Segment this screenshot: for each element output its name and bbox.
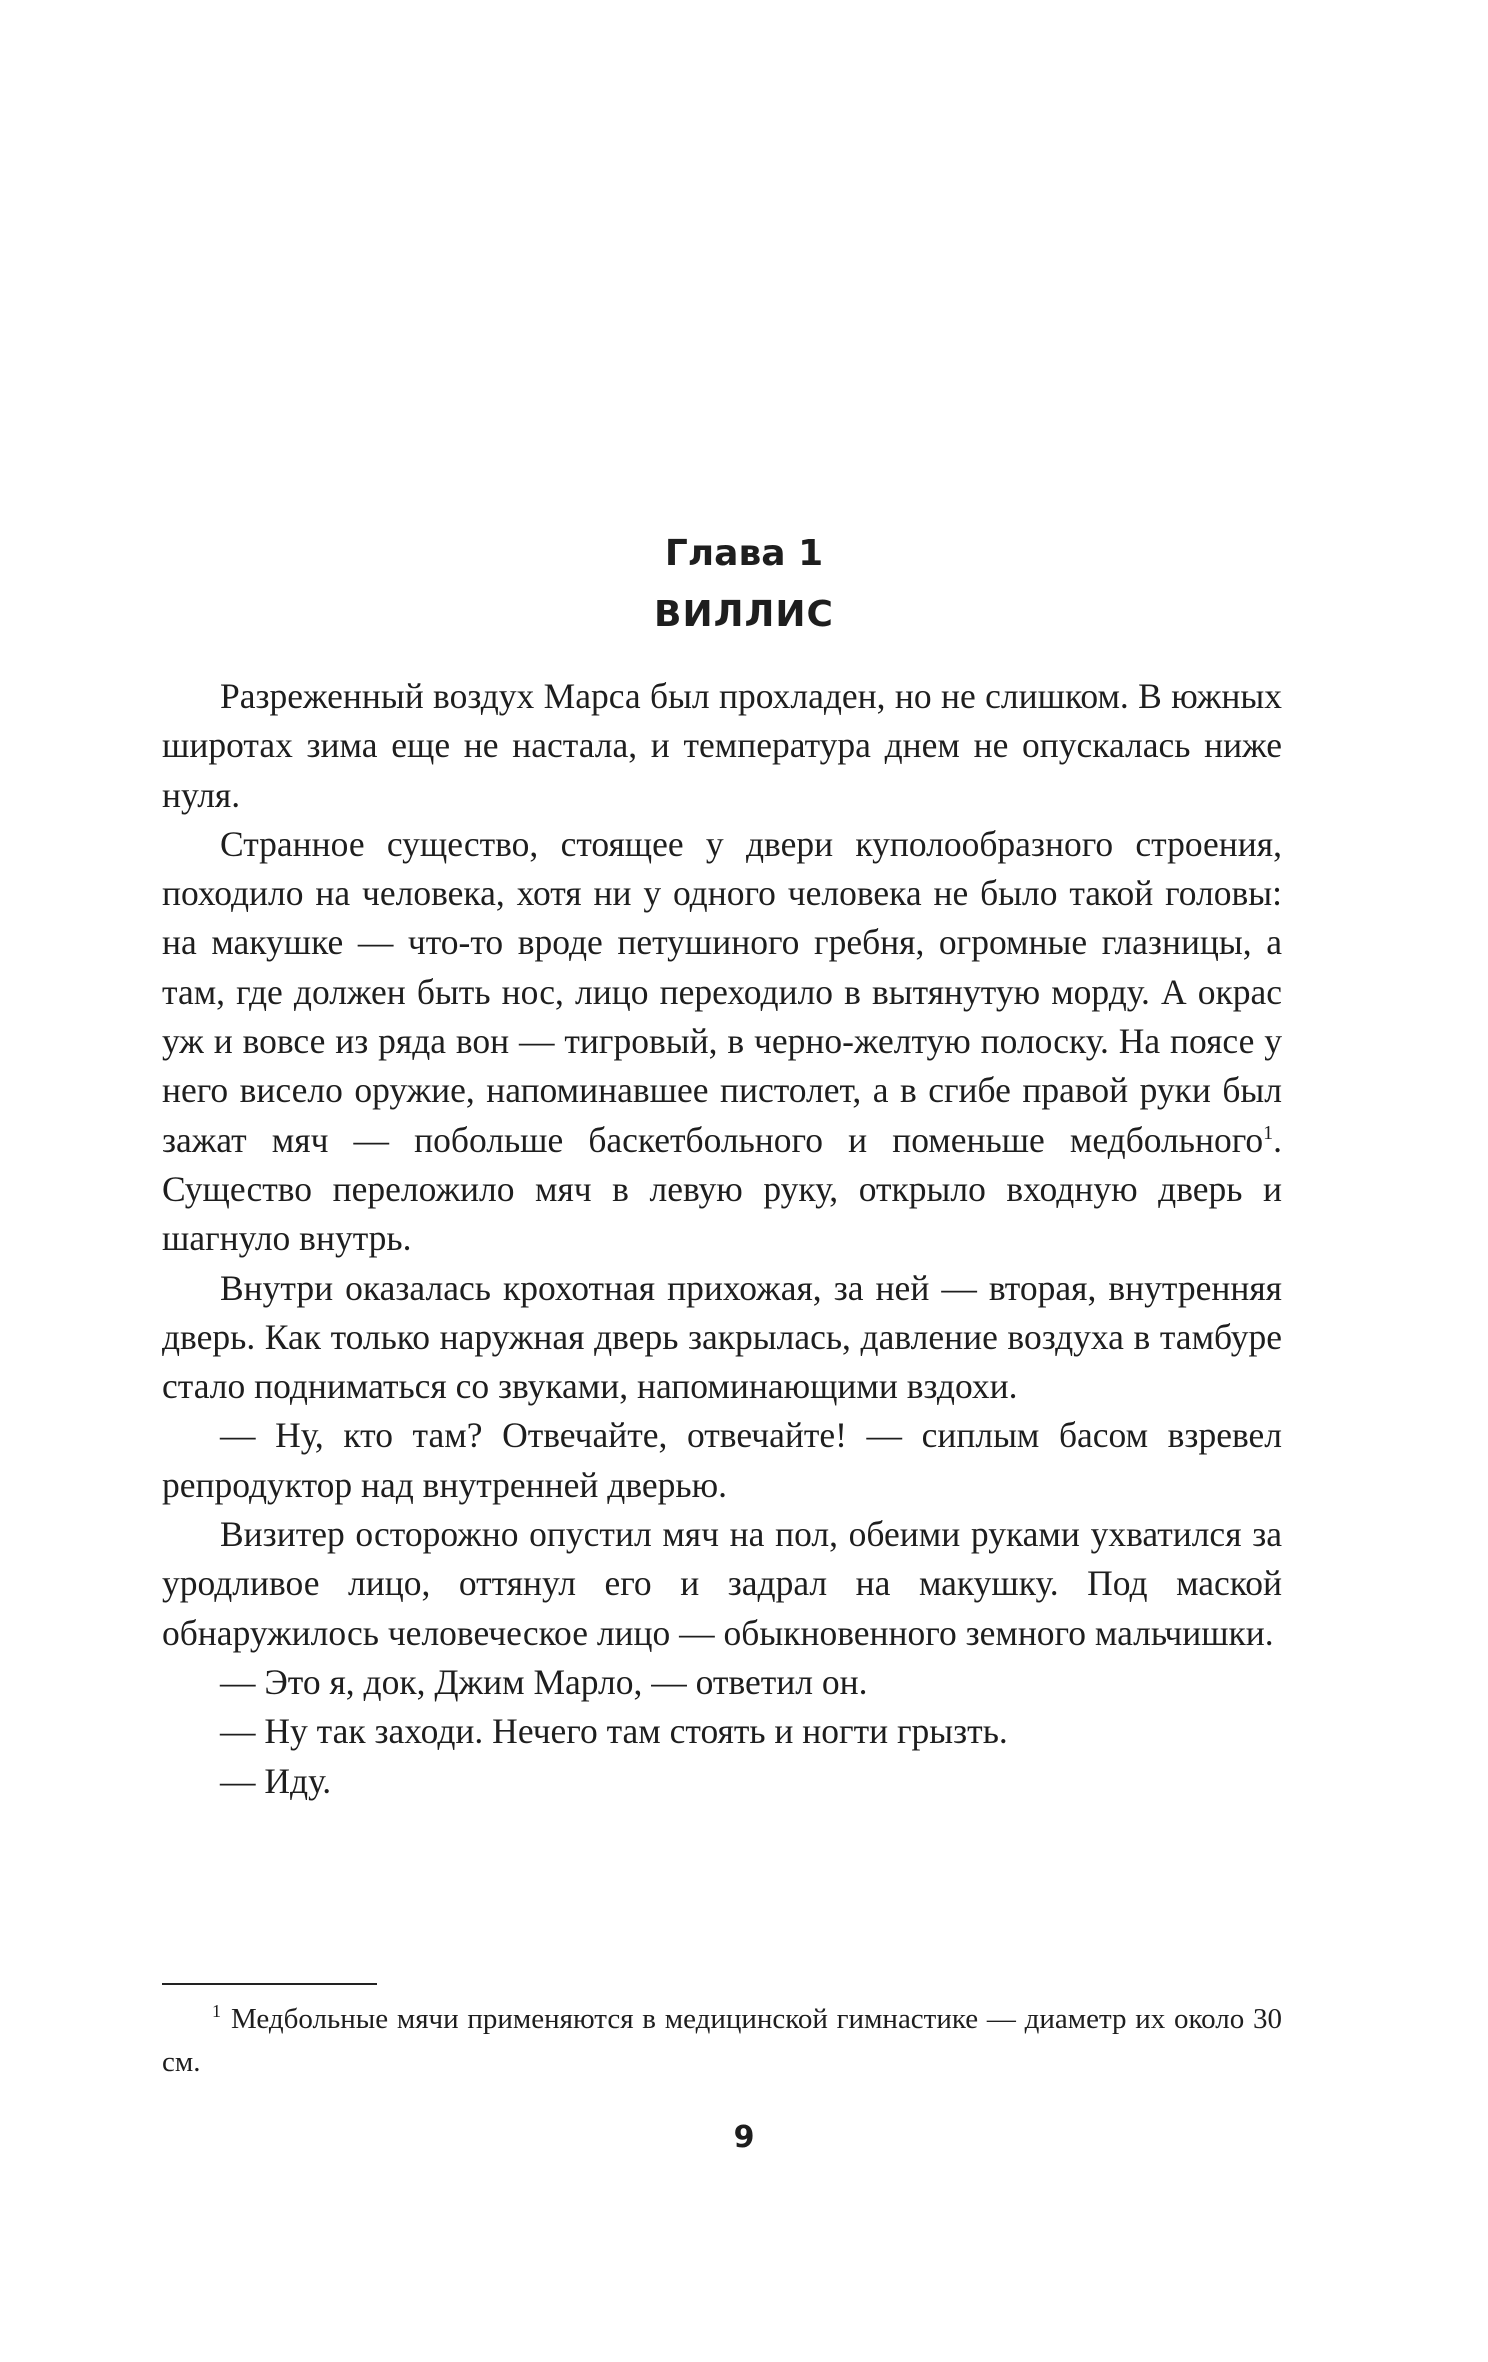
footnote-marker: 1 bbox=[212, 2001, 221, 2022]
paragraph-1: Разреженный воздух Марса был прохладен, но не слишком. В южных широтах зима еще не настала, и температура днем не опускалась ниже нуля. bbox=[162, 676, 1282, 815]
page-number: 9 bbox=[733, 2120, 755, 2155]
footnote-text: Медбольные мячи применяются в медицинской гимнастике — диаметр их около 30 см. bbox=[162, 2003, 1282, 2078]
footnote bbox=[162, 1998, 1282, 2084]
paragraph-2 bbox=[162, 820, 1282, 1264]
body-text bbox=[162, 672, 1282, 1806]
paragraph-8: — Иду. bbox=[220, 1760, 332, 1801]
footnote-reference[interactable]: 1 bbox=[1263, 1121, 1274, 1144]
paragraph-3: Внутри оказалась крохотная прихожая, за ней — вторая, внутренняя дверь. Как только наружная дверь закрылась, давление воздуха в тамбуре стало подниматься со звуками, напоминающими вздохи. bbox=[162, 1267, 1282, 1407]
paragraph-2-continuation: . Существо переложило мяч в левую руку, открыло входную дверь и шагнуло внутрь. bbox=[162, 1119, 1282, 1259]
paragraph-6: — Это я, док, Джим Марло, — ответил он. bbox=[220, 1661, 868, 1702]
chapter-number: Глава 1 bbox=[664, 533, 824, 574]
chapter-title: ВИЛЛИС bbox=[654, 594, 834, 635]
paragraph-4: — Ну, кто там? Отвечайте, отвечайте! — сиплым басом взревел репродуктор над внутренней дверью. bbox=[162, 1415, 1282, 1505]
paragraph-2-text: Странное существо, стоящее у двери куполообразного строения, походило на человека, хотя ни у одного человека не было такой головы: на макушке — что-то вроде петушиного гребня, огромные глазницы, а там, где должен быть нос, лицо переходило в вытянутую морду. А окрас уж и вовсе из ряда вон — тигровый, в черно-желтую полоску. На поясе у него висело оружие, напоминавшее пистолет, а в сгибе правой руки был зажат мяч — побольше баскетбольного и поменьше медбольного bbox=[162, 823, 1282, 1160]
paragraph-5: Визитер осторожно опустил мяч на пол, обеими руками ухватился за уродливое лицо, оттянул его и задрал на макушку. Под маской обнаружилось человеческое лицо — обыкновенного земного мальчишки. bbox=[162, 1514, 1282, 1653]
paragraph-7: — Ну так заходи. Нечего там стоять и ногти грызть. bbox=[220, 1711, 1008, 1752]
footnote-divider bbox=[162, 1983, 377, 1985]
